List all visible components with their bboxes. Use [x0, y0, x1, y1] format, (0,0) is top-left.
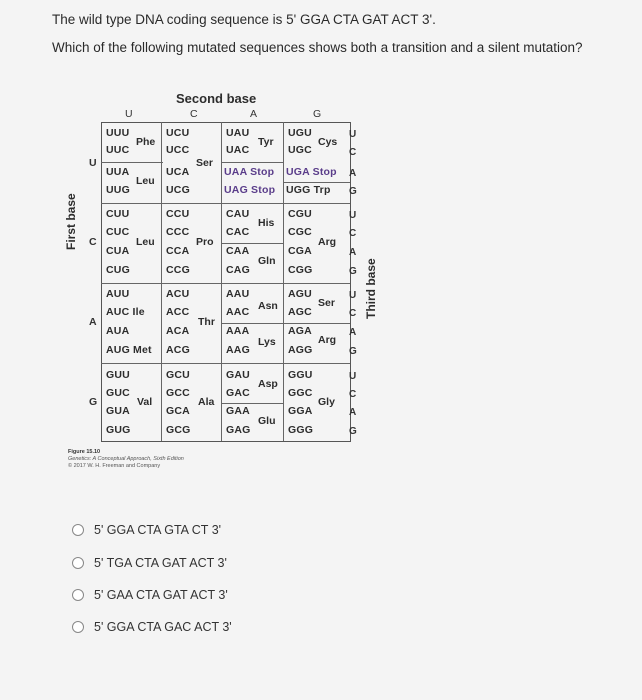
third-base-A: A: [349, 407, 357, 418]
amino-acid-val: Val: [137, 396, 153, 408]
question-line-2: Which of the following mutated sequences shows both a transition and a silent mutation?: [52, 40, 583, 55]
codon: GUU: [106, 369, 130, 381]
codon: GCA: [166, 405, 190, 417]
codon: AGA: [288, 325, 312, 337]
row-divider-1: [101, 203, 350, 204]
codon: CUG: [106, 264, 130, 276]
codon: UUU: [106, 127, 130, 139]
third-base-A: A: [349, 247, 357, 258]
codon: AGG: [288, 344, 313, 356]
first-base-A: A: [89, 316, 97, 328]
amino-acid-arg: Arg: [318, 334, 337, 346]
amino-acid-cys: Cys: [318, 136, 338, 148]
option-2[interactable]: [72, 554, 227, 572]
first-base-U: U: [89, 157, 97, 169]
amino-acid-ala: Ala: [198, 396, 215, 408]
codon: CGG: [288, 264, 313, 276]
third-base-C: C: [349, 308, 357, 319]
codon: CUA: [106, 245, 130, 257]
radio-button[interactable]: [72, 589, 84, 601]
codon: ACU: [166, 288, 190, 300]
amino-acid-glu: Glu: [258, 415, 276, 427]
figure-copyright: © 2017 W. H. Freeman and Company: [68, 463, 161, 469]
codon: GAC: [226, 387, 250, 399]
codon: UAU: [226, 127, 250, 139]
codon: CAU: [226, 208, 250, 220]
sub-divider-CA: [221, 243, 284, 244]
option-1[interactable]: [72, 521, 221, 539]
codon: AAC: [226, 306, 250, 318]
codon: AAA: [226, 325, 250, 337]
third-base-title: Third base: [364, 258, 378, 319]
codon: GGC: [288, 387, 313, 399]
amino-acid-ser: Ser: [318, 297, 335, 309]
codon: GUG: [106, 424, 131, 436]
amino-acid-gly: Gly: [318, 396, 335, 408]
sub-divider-AG: [283, 323, 350, 324]
figure-book: Genetics: A Conceptual Approach, Sixth Edition: [68, 456, 184, 462]
amino-acid-leu: Leu: [136, 175, 155, 187]
row-divider-2: [101, 283, 350, 284]
amino-acid-pro: Pro: [196, 236, 214, 248]
codon: GGG: [288, 424, 314, 436]
amino-acid-ser: Ser: [196, 157, 213, 169]
amino-acid-his: His: [258, 217, 275, 229]
amino-acid-arg: Arg: [318, 236, 337, 248]
second-base-U: U: [125, 108, 133, 120]
codon: CAG: [226, 264, 250, 276]
codon: GUA: [106, 405, 130, 417]
third-base-U: U: [349, 210, 357, 221]
third-base-U: U: [349, 371, 357, 382]
codon: UGG Trp: [286, 184, 331, 196]
codon: CGC: [288, 226, 312, 238]
codon: UGC: [288, 144, 312, 156]
codon: CUC: [106, 226, 130, 238]
amino-acid-asp: Asp: [258, 378, 278, 390]
codon: GCG: [166, 424, 191, 436]
codon: AGU: [288, 288, 312, 300]
col-divider-2: [221, 122, 222, 441]
codon: UCU: [166, 127, 190, 139]
codon: ACG: [166, 344, 190, 356]
sub-divider-GA: [221, 403, 284, 404]
codon: UUC: [106, 144, 130, 156]
codon: CGA: [288, 245, 312, 257]
third-base-C: C: [349, 389, 357, 400]
option-label: 5' TGA CTA GAT ACT 3': [94, 556, 227, 570]
option-label: 5' GGA CTA GTA CT 3': [94, 523, 222, 537]
col-divider-1: [161, 122, 162, 441]
figure-caption: Figure 15.10: [68, 449, 101, 455]
question-line-1: The wild type DNA coding sequence is 5' GGA CTA GAT ACT 3'.: [52, 12, 436, 27]
third-base-C: C: [349, 147, 357, 158]
codon: ACC: [166, 306, 190, 318]
codon: ACA: [166, 325, 190, 337]
codon: CCG: [166, 264, 190, 276]
codon: UCG: [166, 184, 190, 196]
codon: GUC: [106, 387, 130, 399]
codon-stop: UAG Stop: [224, 184, 276, 196]
amino-acid-leu: Leu: [136, 236, 155, 248]
codon: UCA: [166, 166, 190, 178]
codon: CAA: [226, 245, 250, 257]
codon: UGU: [288, 127, 312, 139]
sub-divider-UA: [221, 162, 284, 163]
codon: AUU: [106, 288, 130, 300]
codon: UUG: [106, 184, 130, 196]
first-base-title: First base: [64, 193, 78, 250]
first-base-C: C: [89, 236, 97, 248]
third-base-U: U: [349, 129, 357, 140]
codon: CAC: [226, 226, 250, 238]
radio-button[interactable]: [72, 557, 84, 569]
codon: GAA: [226, 405, 250, 417]
codon: CCU: [166, 208, 190, 220]
second-base-G: G: [313, 108, 322, 120]
codon: UCC: [166, 144, 190, 156]
codon: CCC: [166, 226, 190, 238]
codon-stop: UAA Stop: [224, 166, 275, 178]
codon: GAG: [226, 424, 251, 436]
third-base-G: G: [349, 266, 357, 277]
amino-acid-lys: Lys: [258, 336, 276, 348]
sub-divider-AA: [221, 323, 284, 324]
codon: CUU: [106, 208, 130, 220]
radio-button[interactable]: [72, 621, 84, 633]
codon: AUG Met: [106, 344, 152, 356]
codon-stop: UGA Stop: [286, 166, 337, 178]
second-base-title: Second base: [176, 91, 257, 106]
codon: UAC: [226, 144, 250, 156]
codon: AUC Ile: [106, 306, 145, 318]
radio-button[interactable]: [72, 524, 84, 536]
col-divider-3: [283, 122, 284, 441]
amino-acid-asn: Asn: [258, 300, 278, 312]
amino-acid-tyr: Tyr: [258, 136, 274, 148]
codon: CCA: [166, 245, 190, 257]
amino-acid-gln: Gln: [258, 255, 276, 267]
third-base-A: A: [349, 327, 357, 338]
codon: CGU: [288, 208, 312, 220]
codon: AGC: [288, 306, 312, 318]
option-label: 5' GGA CTA GAC ACT 3': [94, 620, 232, 634]
codon: AUA: [106, 325, 130, 337]
first-base-G: G: [89, 396, 98, 408]
codon: GGA: [288, 405, 313, 417]
option-3[interactable]: [72, 586, 228, 604]
row-divider-3: [101, 363, 350, 364]
codon: GGU: [288, 369, 313, 381]
third-base-G: G: [349, 186, 357, 197]
third-base-G: G: [349, 426, 357, 437]
third-base-G: G: [349, 346, 357, 357]
third-base-A: A: [349, 168, 357, 179]
codon: GCC: [166, 387, 190, 399]
third-base-U: U: [349, 290, 357, 301]
codon: AAG: [226, 344, 250, 356]
option-4[interactable]: [72, 618, 232, 636]
codon: AAU: [226, 288, 250, 300]
codon: UUA: [106, 166, 130, 178]
amino-acid-phe: Phe: [136, 136, 156, 148]
amino-acid-thr: Thr: [198, 316, 215, 328]
third-base-C: C: [349, 228, 357, 239]
sub-divider-UG: [283, 182, 350, 183]
codon: GAU: [226, 369, 250, 381]
second-base-C: C: [190, 108, 198, 120]
codon: GCU: [166, 369, 190, 381]
sub-divider-UU: [101, 162, 163, 163]
second-base-A: A: [250, 108, 258, 120]
option-label: 5' GAA CTA GAT ACT 3': [94, 588, 228, 602]
